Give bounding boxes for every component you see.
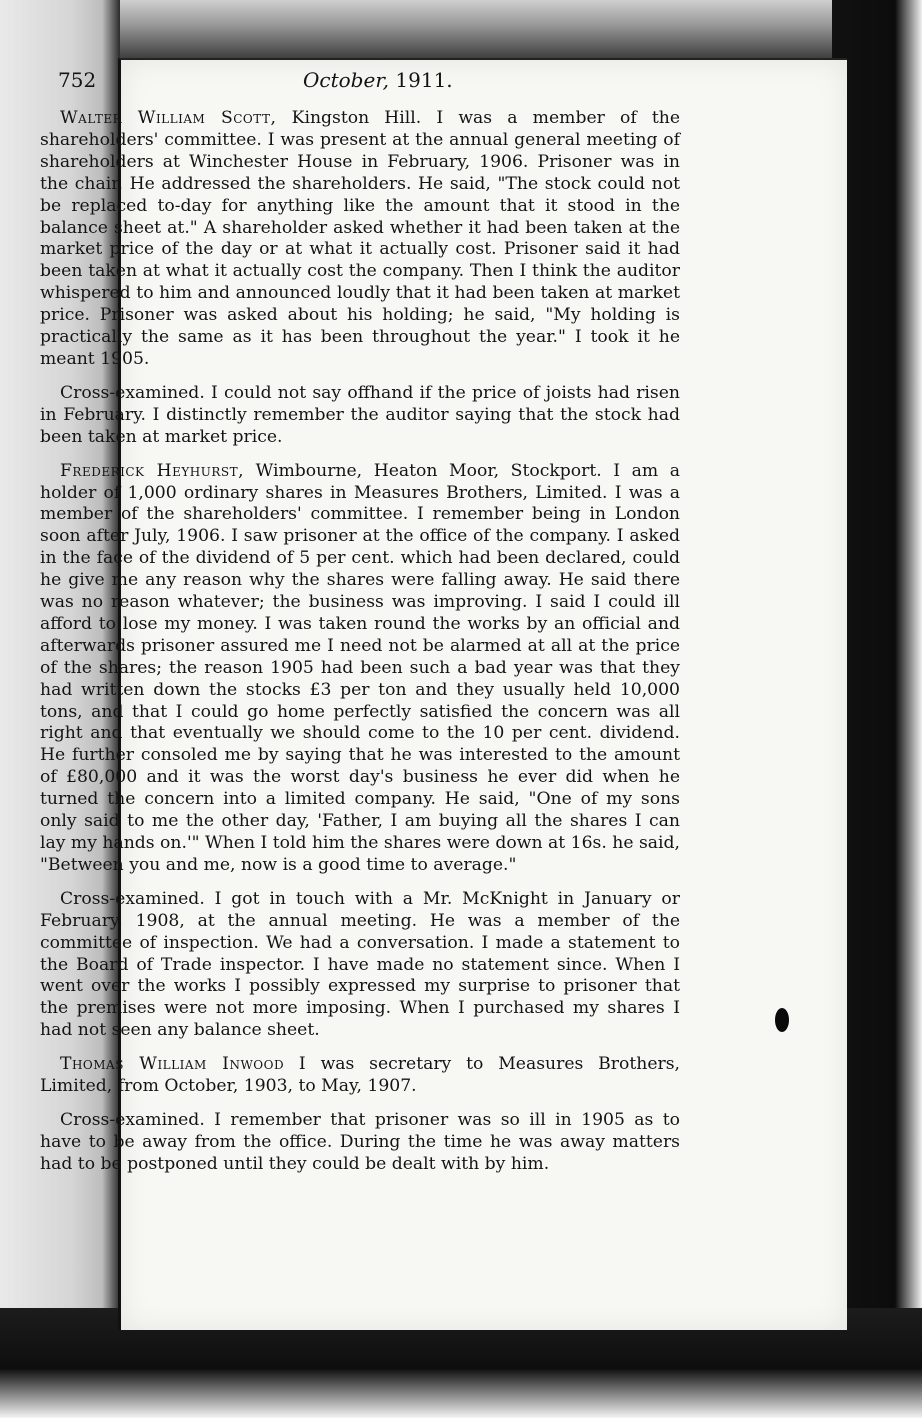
scan-top-margin: [0, 0, 922, 60]
page-edge-mark: [775, 1008, 789, 1032]
witness-name: Frederick Heyhurst,: [60, 460, 245, 481]
page-number: 752: [58, 68, 97, 92]
cross-examination-paragraph: Cross-examined. I got in touch with a Mr. McKnight in January or February, 1908, at the annual meeting. He was a member of the committee of inspection. We had a conversation. I made a statement to the Board of Trade inspector. I have made no statement since. When I went over the works I possibly expressed my surprise to prisoner that the premises were not more imposing. When I purchased my shares I had not seen any balance sheet.: [40, 888, 680, 1041]
testimony-paragraph: [40, 461, 680, 877]
testimony-text: Wimbourne, Heaton Moor, Stockport. I am a holder of 1,000 ordinary shares in Measures Brothers, Limited. I was a member of the shareholders' committee. I remember being in London soon after July, 1906. I saw prisoner at the office of the company. I asked in the face of the dividend of 5 per cent. which had been declared, could he give me any reason why the shares were falling away. He said there was no reason whatever; the business was improving. I said I could ill afford to lose my money. I was taken round the works by an official and afterwards prisoner assured me I need not be alarmed at all at the price of the shares; the reason 1905 had been such a bad year was that they had written down the stocks £3 per ton and they usually held 10,000 tons, and that I could go home perfectly satisfied the concern was all right and that eventually we should come to the 10 per cent. dividend. He further consoled me by saying that he was interested to the amount of £80,000 and it was the worst day's business he ever did when he turned the concern into a limited company. He said, "One of my sons only said to me the other day, 'Father, I am buying all the shares I can lay my hands on.'" When I told him the shares were down at 16s. he said, "Between you and me, now is a good time to average.": [40, 460, 680, 875]
running-year: 1911.: [395, 68, 453, 92]
witness-name: Walter William Scott,: [60, 108, 277, 128]
cross-examination-paragraph: Cross-examined. I remember that prisoner was so ill in 1905 as to have to be away from the office. During the time he was away matters had to be postponed until they could be dealt with by him.: [40, 1109, 680, 1174]
testimony-text: I was secretary to Measures Brothers, Limited, from October, 1903, to May, 1907.: [40, 1054, 681, 1097]
page-body: [40, 108, 680, 1188]
witness-name: Thomas William Inwood: [60, 1054, 285, 1075]
testimony-paragraph: [40, 1054, 680, 1098]
running-month: October,: [303, 68, 390, 92]
testimony-text: Kingston Hill. I was a member of the shareholders' committee. I was present at the annual general meeting of shareholders at Winchester House in February, 1906. Prisoner was in the chair. He addressed the shareholders. He said, "The stock could not be replaced to-day for anything like the amount that it stood in the balance sheet at." A shareholder asked whether it had been taken at the market price of the day or at what it actually cost. Prisoner said it had been taken at what it actually cost the company. Then I think the auditor whispered to him and announced loudly that it had been taken at market price. Prisoner was asked about his holding; he said, "My holding is practically the same as it has been throughout the year." I took it he meant 1905.: [40, 108, 680, 369]
cross-examination-paragraph: Cross-examined. I could not say offhand if the price of joists had risen in February. I distinctly remember the auditor saying that the stock had been taken at market price.: [40, 382, 680, 447]
running-date: [303, 68, 453, 92]
testimony-paragraph: [40, 108, 680, 371]
